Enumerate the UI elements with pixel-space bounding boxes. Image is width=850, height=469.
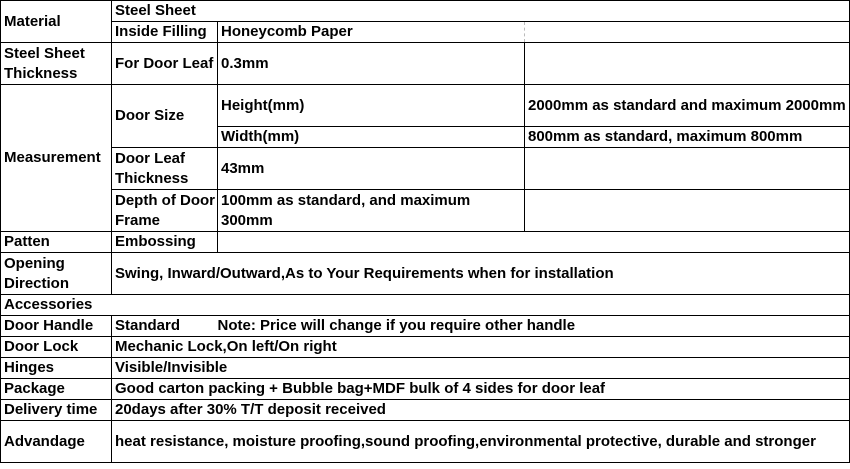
row-advantage	[1, 421, 850, 463]
door-lock-value: Mechanic Lock,On left/On right	[112, 337, 850, 358]
package-label: Package	[1, 379, 112, 400]
row-delivery	[1, 400, 850, 421]
thickness-sub-label: For Door Leaf	[112, 43, 218, 85]
door-lock-label: Door Lock	[1, 337, 112, 358]
hinges-label: Hinges	[1, 358, 112, 379]
measurement-label: Measurement	[1, 85, 112, 232]
empty-cell	[525, 190, 850, 232]
opening-label: Opening Direction	[1, 253, 112, 295]
leaf-thickness-label: Door Leaf Thickness	[112, 148, 218, 190]
thickness-value: 0.3mm	[218, 43, 525, 85]
advantage-value: heat resistance, moisture proofing,sound proofing,environmental protective, durable and stronger	[112, 421, 850, 463]
inside-filling-label: Inside Filling	[112, 22, 218, 43]
row-door-lock	[1, 337, 850, 358]
package-value: Good carton packing + Bubble bag+MDF bulk of 4 sides for door leaf	[112, 379, 850, 400]
row-package	[1, 379, 850, 400]
row-patten	[1, 232, 850, 253]
height-label: Height(mm)	[218, 85, 525, 127]
row-frame-depth	[1, 190, 850, 232]
accessories-label: Accessories	[1, 295, 850, 316]
door-handle-note: Note: Price will change if you require other handle	[218, 316, 850, 337]
advantage-label: Advandage	[1, 421, 112, 463]
material-label: Material	[1, 1, 112, 43]
row-inside-filling	[1, 22, 850, 43]
patten-value: Embossing	[112, 232, 218, 253]
patten-label: Patten	[1, 232, 112, 253]
row-accessories	[1, 295, 850, 316]
row-door-handle	[1, 316, 850, 337]
width-label: Width(mm)	[218, 127, 525, 148]
empty-cell	[525, 148, 850, 190]
door-handle-value: Standard	[112, 316, 218, 337]
empty-cell	[218, 232, 850, 253]
frame-depth-label: Depth of Door Frame	[112, 190, 218, 232]
steel-sheet-cell: Steel Sheet	[112, 1, 850, 22]
opening-value: Swing, Inward/Outward,As to Your Requirements when for installation	[112, 253, 850, 295]
delivery-label: Delivery time	[1, 400, 112, 421]
leaf-thickness-value: 43mm	[218, 148, 525, 190]
hinges-value: Visible/Invisible	[112, 358, 850, 379]
door-handle-label: Door Handle	[1, 316, 112, 337]
door-size-label: Door Size	[112, 85, 218, 148]
row-thickness	[1, 43, 850, 85]
row-height	[1, 85, 850, 127]
row-hinges	[1, 358, 850, 379]
row-opening	[1, 253, 850, 295]
delivery-value: 20days after 30% T/T deposit received	[112, 400, 850, 421]
empty-cell	[525, 43, 850, 85]
frame-depth-value: 100mm as standard, and maximum 300mm	[218, 190, 525, 232]
honeycomb-value: Honeycomb Paper	[218, 22, 525, 43]
thickness-label: Steel Sheet Thickness	[1, 43, 112, 85]
row-material	[1, 1, 850, 22]
row-leaf-thickness	[1, 148, 850, 190]
height-value: 2000mm as standard and maximum 2000mm	[525, 85, 850, 127]
empty-cell	[525, 22, 850, 43]
width-value: 800mm as standard, maximum 800mm	[525, 127, 850, 148]
